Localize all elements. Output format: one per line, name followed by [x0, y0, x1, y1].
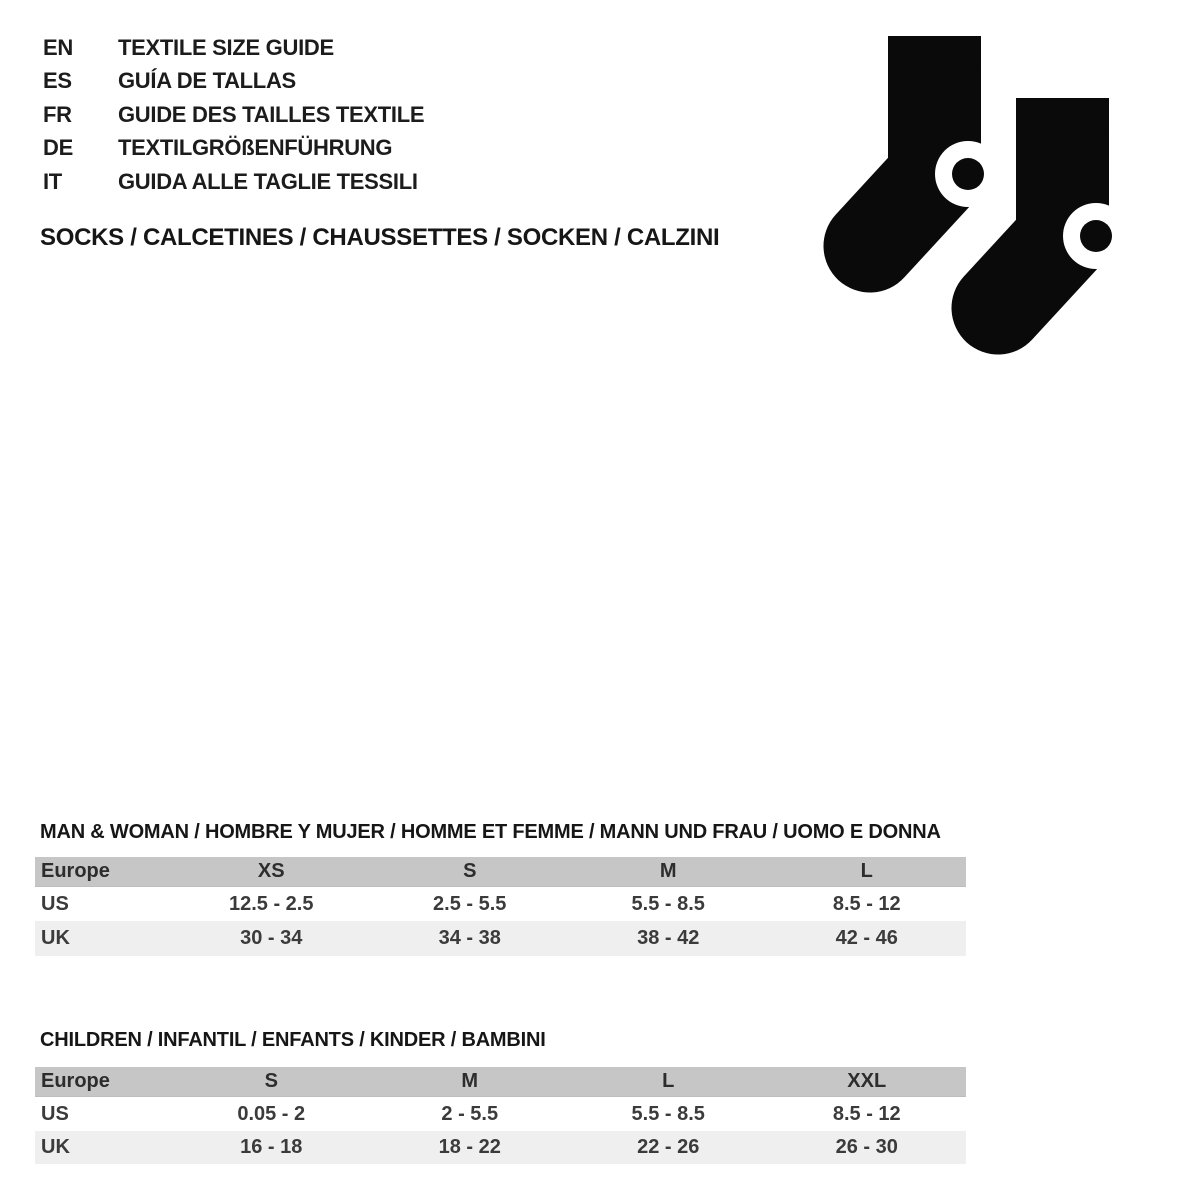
size-cell: 2.5 - 5.5	[433, 892, 507, 915]
lang-code: FR	[43, 101, 72, 127]
lang-title: TEXTILGRÖßENFÜHRUNG	[118, 135, 393, 161]
lang-row-de	[43, 132, 424, 166]
size-cell: 8.5 - 12	[832, 1102, 901, 1125]
size-cell: 0.05 - 2	[237, 1102, 306, 1125]
header-cell-size: L	[662, 1070, 675, 1092]
header-cell-size: M	[461, 1070, 479, 1092]
size-cell: 5.5 - 8.5	[631, 892, 705, 915]
lang-row-en	[43, 31, 424, 65]
lang-code: EN	[43, 34, 73, 60]
table-header-row	[35, 1067, 966, 1097]
table-row-us	[35, 887, 966, 921]
size-cell: 34 - 38	[438, 927, 501, 949]
row-label: UK	[41, 1136, 70, 1158]
lang-title: TEXTILE SIZE GUIDE	[118, 34, 334, 60]
row-label: UK	[41, 927, 70, 949]
size-cell: 30 - 34	[240, 927, 303, 949]
header-cell-size: S	[463, 860, 477, 882]
lang-code: IT	[43, 168, 62, 194]
table-header-row	[35, 857, 966, 887]
size-cell: 12.5 - 2.5	[228, 892, 314, 915]
lang-row-es	[43, 65, 424, 99]
lang-code: ES	[43, 68, 72, 94]
size-cell: 22 - 26	[637, 1136, 700, 1158]
size-table-children	[35, 1067, 966, 1164]
section-title-children: CHILDREN / INFANTIL / ENFANTS / KINDER / BAMBINI	[40, 1029, 546, 1051]
size-cell: 42 - 46	[835, 927, 898, 949]
header-cell-region: Europe	[41, 1070, 110, 1092]
sock-back	[998, 98, 1118, 308]
sock-front	[870, 36, 1001, 246]
size-cell: 8.5 - 12	[832, 892, 901, 915]
lang-title: GUÍA DE TALLAS	[118, 68, 296, 94]
lang-code: DE	[43, 135, 73, 161]
size-table-adult	[35, 857, 966, 956]
row-label: US	[41, 1102, 69, 1125]
size-cell: 2 - 5.5	[441, 1102, 499, 1125]
header-cell-size: XXL	[847, 1070, 887, 1092]
row-label: US	[41, 892, 69, 915]
lang-title: GUIDE DES TAILLES TEXTILE	[118, 101, 425, 127]
header-cell-region: Europe	[41, 860, 110, 882]
table-row-uk	[35, 921, 966, 956]
header-cell-size: M	[659, 860, 677, 882]
lang-row-it	[43, 165, 424, 199]
size-cell: 16 - 18	[240, 1136, 303, 1158]
lang-row-fr	[43, 98, 424, 132]
size-cell: 18 - 22	[438, 1136, 501, 1158]
header-cell-size: L	[860, 860, 873, 882]
header-cell-size: S	[264, 1070, 278, 1092]
lang-title: GUIDA ALLE TAGLIE TESSILI	[118, 168, 418, 194]
table-row-us	[35, 1097, 966, 1131]
socks-icon	[818, 36, 1118, 381]
product-type-line: SOCKS / CALCETINES / CHAUSSETTES / SOCKEN / CALZINI	[40, 224, 720, 251]
size-cell: 38 - 42	[637, 927, 700, 949]
section-title-adult: MAN & WOMAN / HOMBRE Y MUJER / HOMME ET FEMME / MANN UND FRAU / UOMO E DONNA	[40, 821, 941, 843]
size-cell: 5.5 - 8.5	[631, 1102, 705, 1125]
table-row-uk	[35, 1131, 966, 1164]
size-cell: 26 - 30	[835, 1136, 898, 1158]
language-title-list	[43, 31, 424, 199]
header-cell-size: XS	[257, 860, 285, 882]
